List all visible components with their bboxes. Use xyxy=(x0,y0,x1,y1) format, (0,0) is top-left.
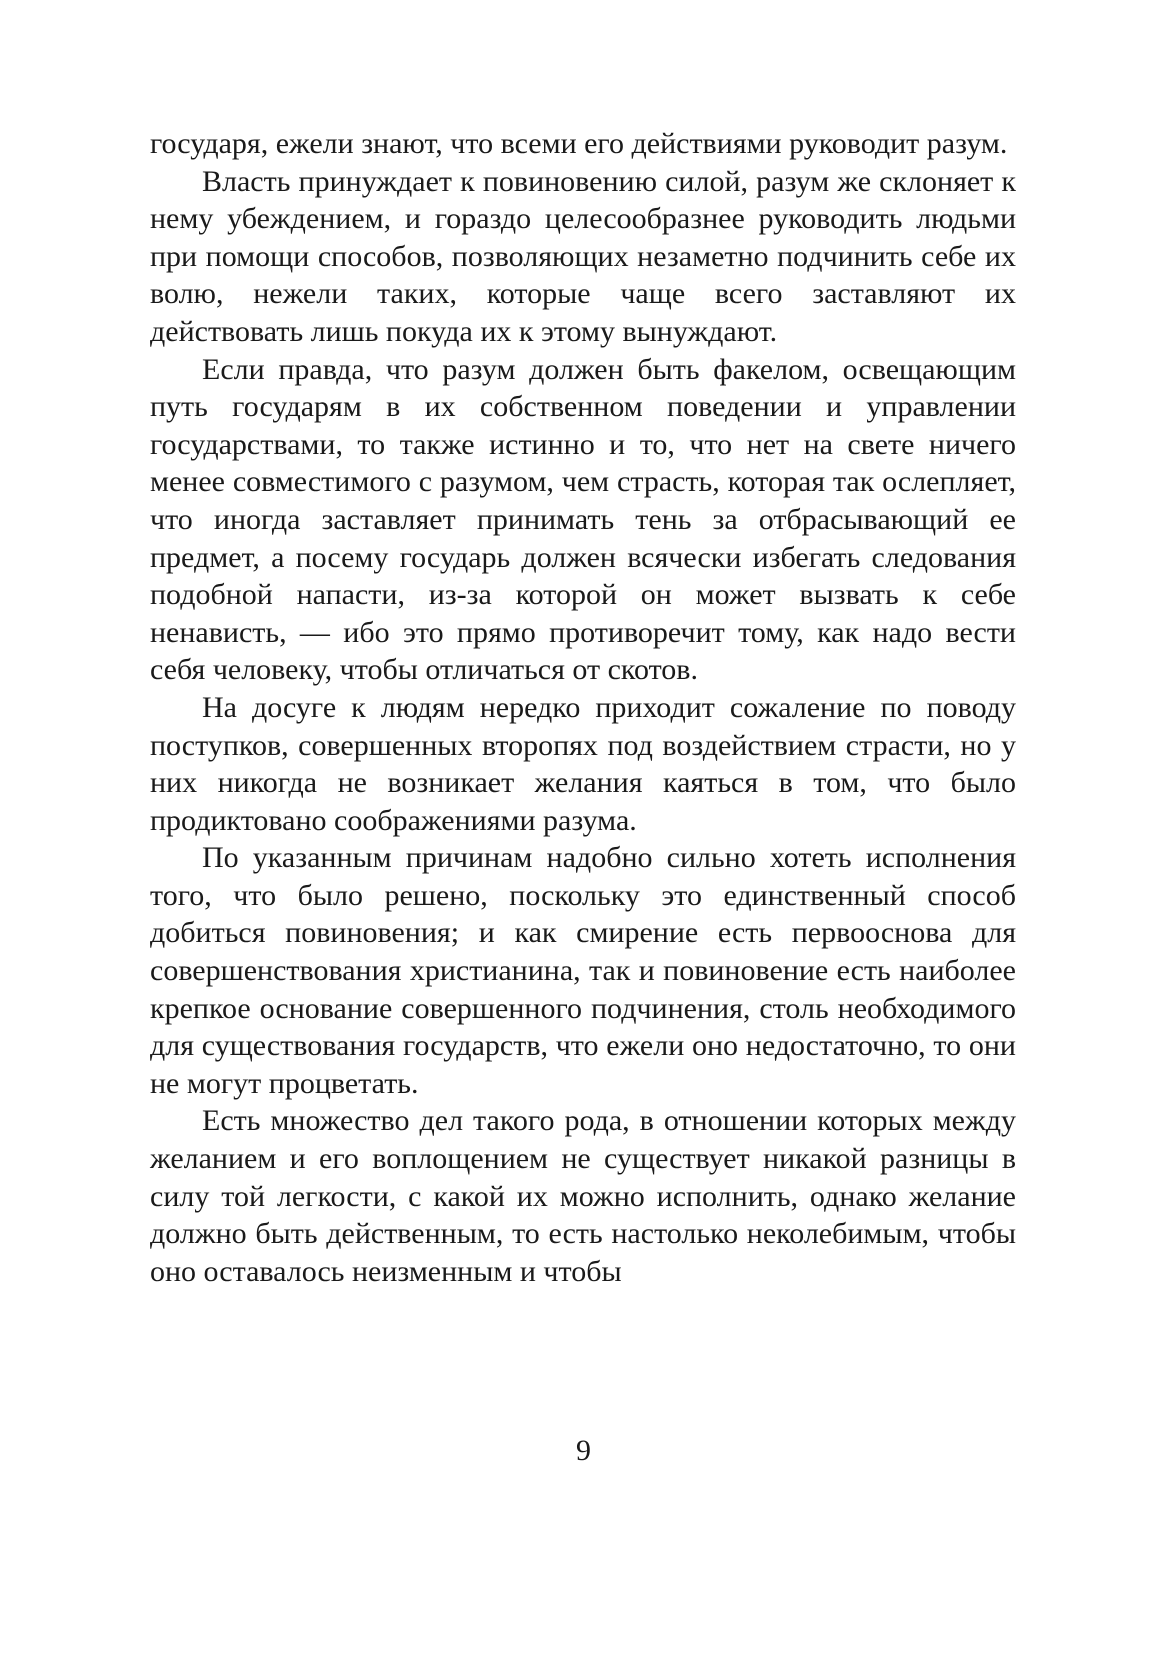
body-text xyxy=(150,125,1016,1290)
paragraph: Если правда, что разум должен быть факелом, освещающим путь государям в их собственном поведении и управлении государствами, то также истинно и то, что нет на свете ничего менее совместимого с разумом, чем страсть, которая так ослепляет, что иногда заставляет принимать тень за отбрасывающий ее предмет, а посему государь должен всячески избегать следования подобной напасти, из-за которой он может вызвать к себе ненависть, — ибо это прямо противоречит тому, как надо вести себя человеку, чтобы отличаться от скотов. xyxy=(150,352,1016,687)
paragraph: По указанным причинам надобно сильно хотеть исполнения того, что было решено, поскольку это единственный способ добиться повиновения; и как смирение есть первооснова для совершенствования христианина, так и повиновение есть наиболее крепкое основание совершенного подчинения, столь необходимого для существования государств, что ежели оно недостаточно, то они не могут процветать. xyxy=(150,841,1016,1100)
paragraph: Есть множество дел такого рода, в отношении которых между желанием и его воплощением не существует никакой разницы в силу той легкости, с какой их можно исполнить, однако желание должно быть действенным, то есть настолько неколебимым, чтобы оно оставалось неизменным и чтобы xyxy=(150,1104,1016,1288)
paragraph: Власть принуждает к повиновению силой, разум же склоняет к нему убеждением, и гораздо целесообразнее руководить людьми при помощи способов, позволяющих незаметно подчинить себе их волю, нежели таких, которые чаще всего заставляют их действовать лишь покуда их к этому вынуждают. xyxy=(150,164,1016,348)
paragraph: На досуге к людям нередко приходит сожаление по поводу поступков, совершенных второпях под воздействием страсти, но у них никогда не возникает желания каяться в том, что было продиктовано соображениями разума. xyxy=(150,690,1016,837)
paragraph-continuation: государя, ежели знают, что всеми его действиями руководит разум. xyxy=(150,127,1008,160)
page-number: 9 xyxy=(576,1434,591,1467)
